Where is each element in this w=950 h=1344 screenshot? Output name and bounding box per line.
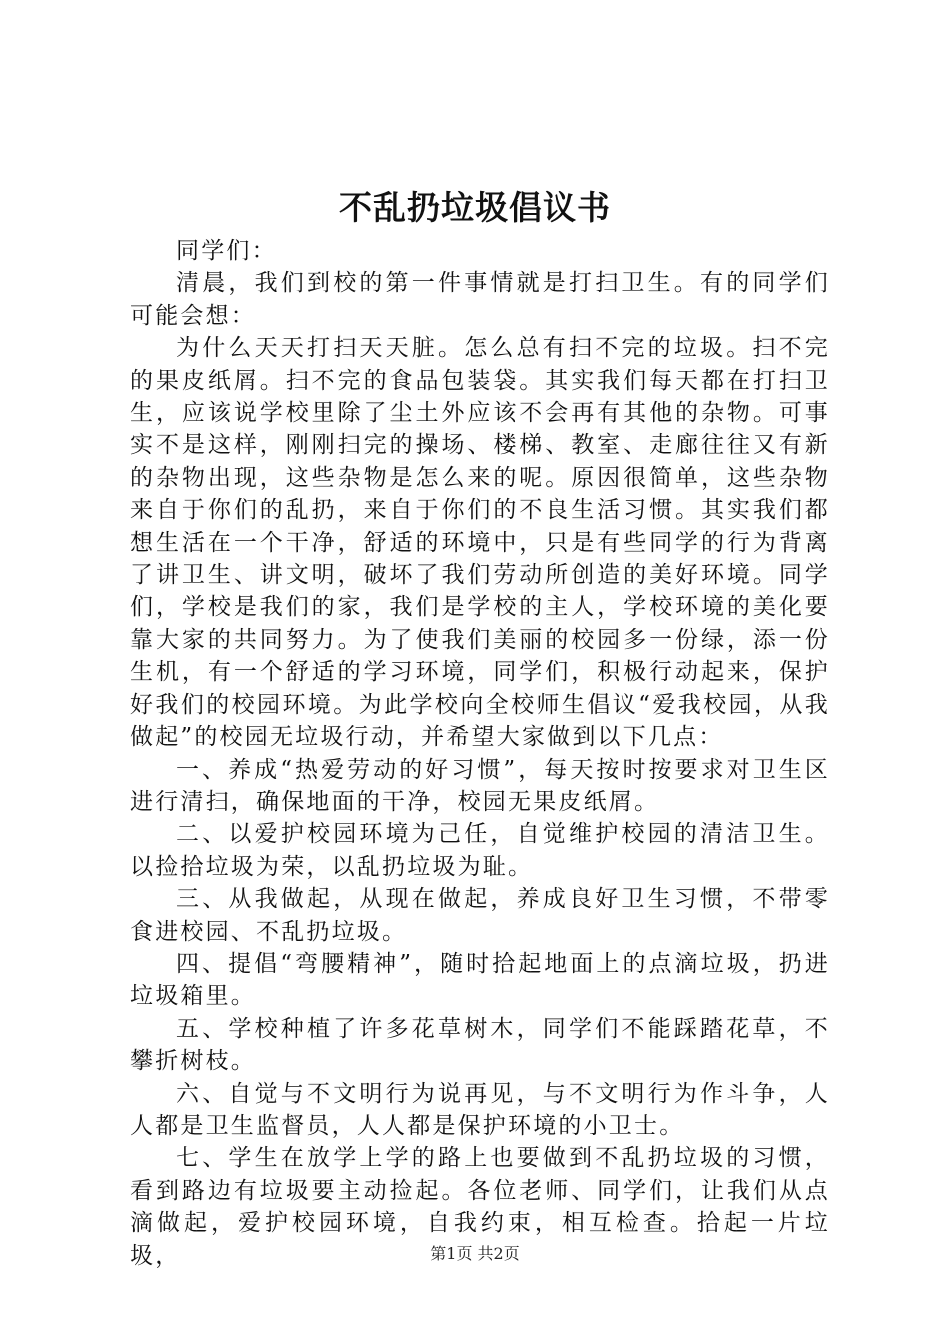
list-item-paragraph: 七、学生在放学上学的路上也要做到不乱扔垃圾的习惯，看到路边有垃圾要主动捡起。各位老师、同学们，让我们从点滴做起，爱护校园环境，自我约束，相互检查。拾起一片垃圾，	[130, 1145, 830, 1269]
greeting-paragraph: 同学们：	[176, 238, 277, 264]
page-number-footer: 第1页 共2页	[430, 1244, 520, 1263]
list-item-paragraph: 六、自觉与不文明行为说再见，与不文明行为作斗争，人人都是卫生监督员，人人都是保护环境的小卫士。	[130, 1080, 830, 1139]
list-item-paragraph: 五、学校种植了许多花草树木，同学们不能踩踏花草，不攀折树枝。	[130, 1015, 830, 1075]
list-item-paragraph: 四、提倡“弯腰精神”，随时拾起地面上的点滴垃圾，扔进垃圾箱里。	[130, 950, 830, 1010]
body-paragraph: 清晨，我们到校的第一件事情就是打扫卫生。有的同学们可能会想：	[130, 270, 830, 329]
list-item-paragraph: 二、以爱护校园环境为己任，自觉维护校园的清洁卫生。以捡拾垃圾为荣，以乱扔垃圾为耻。	[130, 821, 830, 880]
document-body	[130, 235, 830, 1272]
body-paragraph: 为什么天天打扫天天脏。怎么总有扫不完的垃圾。扫不完的果皮纸屑。扫不完的食品包装袋。其实我们每天都在打扫卫生，应该说学校里除了尘土外应该不会再有其他的杂物。可事实不是这样，刚刚扫完的操场、楼梯、教室、走廊往往又有新的杂物出现，这些杂物是怎么来的呢。原因很简单，这些杂物来自于你们的乱扔，来自于你们的不良生活习惯。其实我们都想生活在一个干净，舒适的环境中，只是有些同学的行为背离了讲卫生、讲文明，破坏了我们劳动所创造的美好环境。同学们，学校是我们的家，我们是学校的主人，学校环境的美化要靠大家的共同努力。为了使我们美丽的校园多一份绿，添一份生机，有一个舒适的学习环境，同学们，积极行动起来，保护好我们的校园环境。为此学校向全校师生倡议“爱我校园，从我做起”的校园无垃圾行动，并希望大家做到以下几点：	[130, 335, 830, 751]
list-item-paragraph: 一、养成“热爱劳动的好习惯”，每天按时按要求对卫生区进行清扫，确保地面的干净，校园无果皮纸屑。	[130, 756, 830, 815]
document-title: 不乱扔垃圾倡议书	[339, 188, 611, 227]
list-item-paragraph: 三、从我做起，从现在做起，养成良好卫生习惯，不带零食进校园、不乱扔垃圾。	[130, 886, 830, 945]
